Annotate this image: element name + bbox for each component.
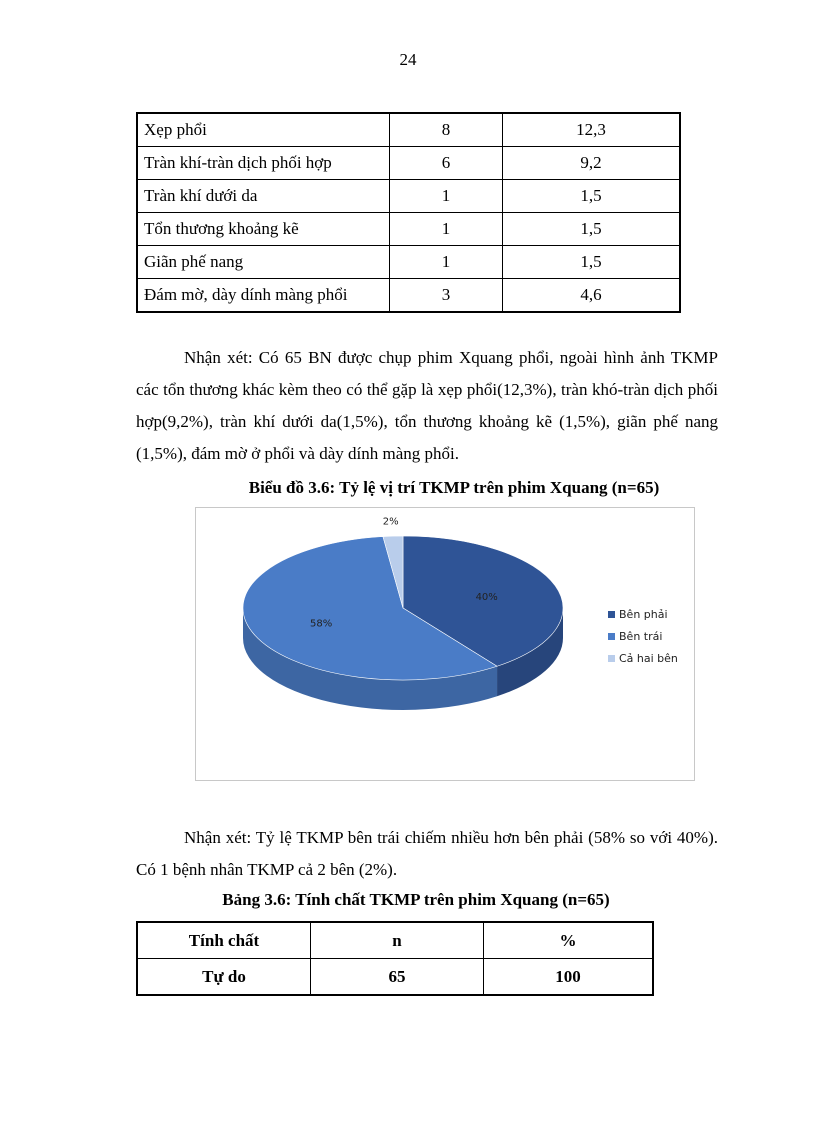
pie-data-label: 2% [382, 516, 399, 528]
page-number: 24 [399, 50, 417, 69]
remark-text: Nhận xét: Tỷ lệ TKMP bên trái chiếm nhiều hơn bên phải (58% so với 40%). Có 1 bệnh nhân TKMP cả 2 bên (2%). [136, 828, 718, 879]
table-caption: Bảng 3.6: Tính chất TKMP trên phim Xquang (n=65) [222, 890, 610, 909]
row-percent: 12,3 [503, 113, 681, 147]
remark-paragraph-1 [136, 342, 718, 470]
row-percent: 1,5 [503, 180, 681, 213]
row-percent: 1,5 [503, 213, 681, 246]
legend-swatch [608, 655, 615, 662]
table-row [137, 180, 680, 213]
table-row [137, 959, 653, 996]
table-row [137, 113, 680, 147]
row-label: Tràn khí-tràn dịch phối hợp [137, 147, 390, 180]
cell-nature: Tự do [137, 959, 311, 996]
legend-swatch [608, 611, 615, 618]
pie-data-label: 58% [310, 618, 333, 630]
cell-percent: 100 [484, 959, 654, 996]
row-count: 1 [390, 213, 503, 246]
pie-chart [196, 508, 694, 780]
remark-text: Nhận xét: Có 65 BN được chụp phim Xquang phổi, ngoài hình ảnh TKMP các tổn thương khác kèm theo có thể gặp là xẹp phổi(12,3%), tràn khó-tràn dịch phối hợp(9,2%), tràn khí dưới da(1,5%), tổn thương khoảng kẽ (1,5%), giãn phế nang (1,5%), đám mờ ở phổi và dày dính màng phổi. [136, 348, 718, 463]
pie-chart-frame [195, 507, 695, 781]
legend-label: Bên trái [619, 630, 663, 643]
row-count: 3 [390, 279, 503, 313]
row-label: Giãn phế nang [137, 246, 390, 279]
row-percent: 1,5 [503, 246, 681, 279]
row-label: Tràn khí dưới da [137, 180, 390, 213]
header-n: n [311, 922, 484, 959]
header-percent: % [484, 922, 654, 959]
lesion-table [136, 112, 681, 313]
table-row [137, 213, 680, 246]
row-count: 1 [390, 246, 503, 279]
row-count: 8 [390, 113, 503, 147]
header-nature: Tính chất [137, 922, 311, 959]
row-label: Xẹp phổi [137, 113, 390, 147]
legend-label: Cả hai bên [619, 652, 678, 665]
table-row [137, 246, 680, 279]
pie-data-label: 40% [475, 591, 498, 603]
row-count: 6 [390, 147, 503, 180]
legend-swatch [608, 633, 615, 640]
chart-caption: Biểu đồ 3.6: Tỷ lệ vị trí TKMP trên phim Xquang (n=65) [248, 478, 660, 497]
nature-table [136, 921, 654, 996]
row-percent: 4,6 [503, 279, 681, 313]
row-percent: 9,2 [503, 147, 681, 180]
cell-n: 65 [311, 959, 484, 996]
table-row [137, 279, 680, 313]
row-label: Tổn thương khoảng kẽ [137, 213, 390, 246]
legend-label: Bên phải [619, 608, 668, 621]
remark-paragraph-2 [136, 822, 718, 886]
table-row [137, 147, 680, 180]
table-header-row [137, 922, 653, 959]
row-count: 1 [390, 180, 503, 213]
row-label: Đám mờ, dày dính màng phổi [137, 279, 390, 313]
